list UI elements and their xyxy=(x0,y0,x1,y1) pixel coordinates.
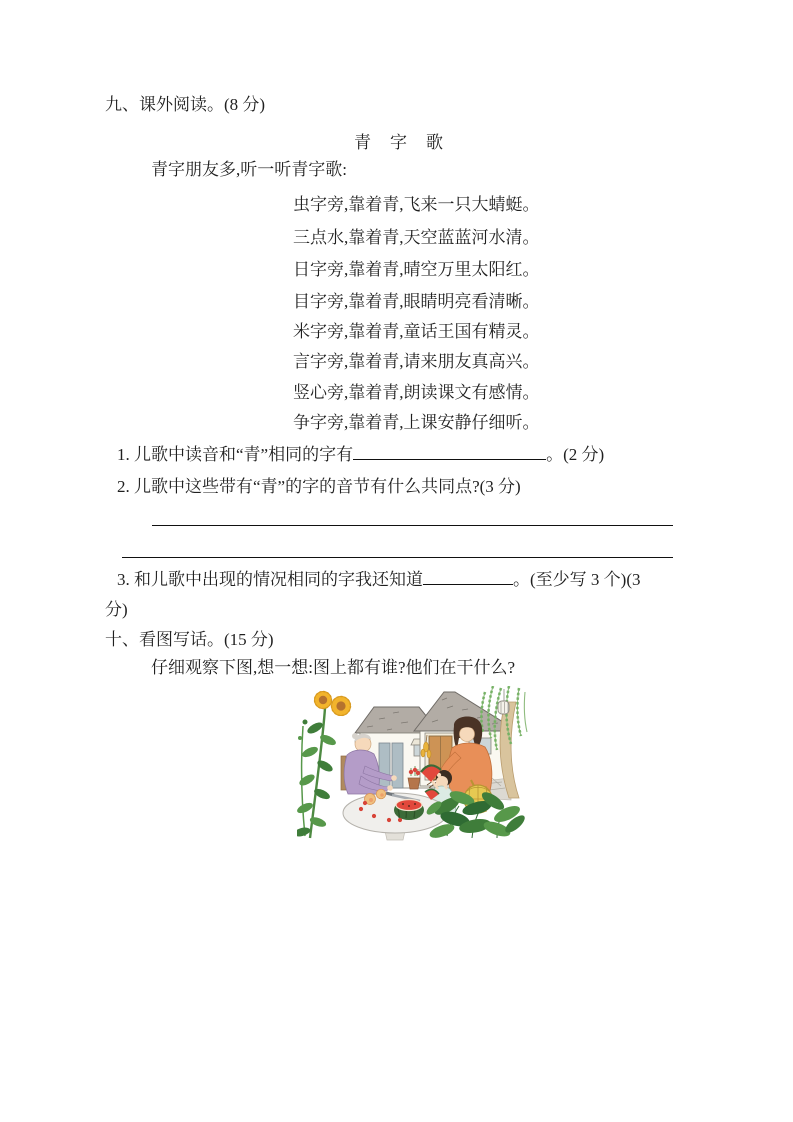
poem-line: 日字旁,靠着青,晴空万里太阳红。 xyxy=(293,260,540,279)
poem-line: 竖心旁,靠着青,朗读课文有感情。 xyxy=(293,383,540,402)
question-3 xyxy=(117,569,640,591)
section10-prompt: 仔细观察下图,想一想:图上都有谁?他们在干什么? xyxy=(151,658,516,677)
question-2: 2. 儿歌中这些带有“青”的字的音节有什么共同点?(3 分) xyxy=(117,477,521,496)
poem-line: 米字旁,靠着青,童话王国有精灵。 xyxy=(293,322,540,341)
poem-title: 青 字 歌 xyxy=(354,133,444,152)
door-panel xyxy=(379,743,390,788)
question-1-answer-blank[interactable] xyxy=(353,444,546,460)
sunflower-bloom xyxy=(315,692,351,716)
cut-watermelon xyxy=(394,800,424,821)
courtyard-illustration xyxy=(297,686,529,842)
poem-line: 争字旁,靠着青,上课安静仔细听。 xyxy=(293,413,540,432)
courtyard-illustration-svg xyxy=(297,686,529,842)
question-2-answer-line-1[interactable] xyxy=(152,505,673,526)
question-3-answer-blank[interactable] xyxy=(423,569,513,585)
question-1 xyxy=(117,444,604,466)
question-1-points: 。(2 分) xyxy=(546,445,605,464)
question-3-wrap: 分) xyxy=(105,600,128,619)
poem-line: 目字旁,靠着青,眼睛明亮看清晰。 xyxy=(293,292,540,311)
question-1-text: 1. 儿歌中读音和“青”相同的字有 xyxy=(117,445,354,464)
section9-heading: 九、课外阅读。(8 分) xyxy=(105,95,266,114)
poem-line: 言字旁,靠着青,请来朋友真高兴。 xyxy=(293,352,540,371)
poem-line: 三点水,靠着青,天空蓝蓝河水清。 xyxy=(293,228,540,247)
question-3-text: 3. 和儿歌中出现的情况相同的字我还知道 xyxy=(117,570,423,589)
poem-line: 虫字旁,靠着青,飞来一只大蜻蜓。 xyxy=(293,195,540,214)
section10-heading: 十、看图写话。(15 分) xyxy=(105,630,274,649)
question-2-answer-line-2[interactable] xyxy=(122,537,673,558)
poem-intro: 青字朋友多,听一听青字歌: xyxy=(151,160,347,179)
question-3-points: 。(至少写 3 个)(3 xyxy=(513,570,641,589)
